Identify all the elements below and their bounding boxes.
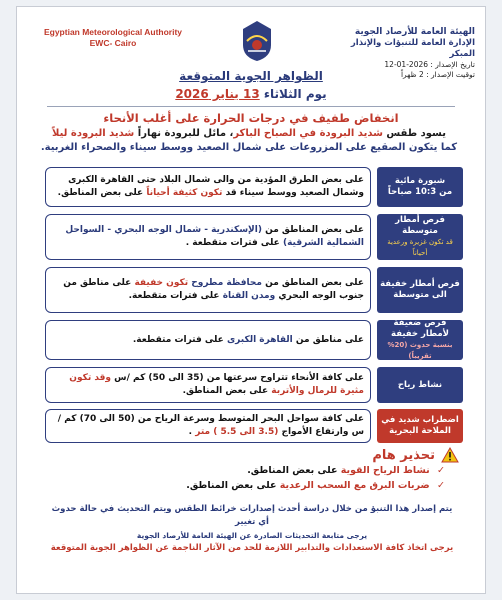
warning-header — [45, 447, 459, 463]
note-line: يرجى اتخاذ كافة الاستعدادات والتدابير اللازمة للحد من الآثار الناجمة عن الظواهر الجوية المتوقعة — [50, 543, 454, 553]
authority-name-ar: الهيئة العامة للأرصاد الجوية — [354, 27, 475, 37]
row-text-region: (الإسكندرية - شمال الوجه البحري - السواحل الشمالية الشرقية) — [65, 225, 364, 248]
row-label-text: فرص أمطار خفيفة — [380, 279, 460, 289]
row-label — [377, 367, 463, 403]
row-text-part: على بعض المناطق. — [182, 386, 269, 396]
row-label-text: شبورة مائية — [394, 176, 446, 186]
center-name-en: EWC- Cairo — [89, 38, 137, 48]
warning-item-text: على بعض المناطق. — [186, 480, 277, 491]
intro-highlight: شديد البرودة — [319, 128, 383, 139]
row-text-part: على بعض المناطق من — [265, 225, 364, 235]
footer-note — [45, 503, 459, 555]
row-label-text: فرص ضعيفة لأمطار خفيفة — [391, 318, 449, 339]
forecast-date — [17, 87, 485, 101]
row-label — [377, 267, 463, 313]
department-name-ar: الإدارة العامة للتنبؤات والإنذار المبكر — [350, 38, 475, 59]
warning-section — [45, 447, 459, 493]
row-text-part: على كافة الأنحاء تتراوح سرعتها من (35 الى 50) كم /س — [114, 373, 364, 383]
phenomenon-row — [45, 214, 463, 260]
row-text-highlight: تكون كثيفة أحياناً — [146, 188, 223, 198]
intro-text: ، مائل للبرودة نهاراً — [137, 128, 234, 139]
row-sublabel: الى متوسطة — [393, 290, 447, 300]
date-value: 13 يناير 2026 — [175, 87, 260, 101]
ema-logo-icon — [239, 19, 275, 63]
row-text-region: القاهرة الكبرى — [226, 334, 293, 345]
row-text — [45, 409, 371, 443]
date-prefix: يوم الثلاثاء — [263, 87, 327, 101]
note-line: يتم إصدار هذا التنبؤ من خلال دراسة أحدث إصدارات خرائط الطقس ويتم التحديث في حالة حدوث أي تغيير — [51, 504, 453, 527]
phenomenon-row — [45, 409, 463, 443]
english-header — [43, 27, 183, 49]
check-icon: ✓ — [437, 480, 445, 491]
warning-item-highlight: نشاط الرياح القوية — [340, 465, 430, 476]
intro-highlight: شديد البرودة ليلاً — [52, 128, 135, 139]
phenomenon-row — [45, 367, 463, 403]
note-line: يرجى متابعة التحديثات الصادرة عن الهيئة العامة للأرصاد الجوية — [136, 531, 368, 540]
page-title: الظواهر الجوية المتوقعة — [179, 69, 323, 83]
row-text-part: على بعض المناطق من — [265, 278, 364, 288]
row-sublabel: قد تكون غزيرة ورعدية أحياناً — [387, 238, 453, 257]
issue-time: توقيت الإصدار : 2 ظهراً — [400, 70, 475, 79]
row-label — [377, 409, 463, 443]
warning-title: تحذير هام — [372, 447, 435, 463]
intro-paragraph — [39, 127, 459, 155]
row-text-highlight: تكون خفيفة — [134, 278, 189, 288]
row-label-text: نشاط رياح — [397, 379, 443, 390]
row-sublabel: الملاحة البحرية — [389, 426, 451, 436]
row-text-region: محافظة مطروح — [191, 278, 262, 288]
row-text — [45, 167, 371, 207]
row-label-text: اضطراب شديد في — [381, 415, 459, 425]
intro-text: يسود طقس — [386, 128, 446, 139]
row-text-part: على مناطق من جنوب الوجه البحري — [63, 278, 364, 301]
warning-item — [45, 478, 445, 493]
warning-triangle-icon — [441, 447, 459, 463]
row-text — [45, 367, 371, 403]
row-text-part: على بعض الطرق المؤدية من والى شمال البلاد حتى القاهرة الكبرى وشمال الصعيد ووسط سيناء قد — [68, 175, 364, 198]
row-text-part: على كافة سواحل البحر المتوسط وسرعة الرياح من (50 الى 70) كم / س وارتفاع الأمواج — [57, 414, 364, 437]
headline: انخفاض طفيف في درجات الحرارة على أغلب الأنحاء — [103, 111, 399, 125]
row-text-part: على بعض المناطق. — [57, 188, 144, 198]
intro-frost-line: كما يتكون الصقيع على المزروعات على شمال الصعيد ووسط سيناء والصحراء الغربية. — [40, 142, 458, 153]
row-text-part: على فترات متقطعة. — [132, 334, 224, 345]
phenomenon-row — [45, 167, 463, 207]
row-text-region: ومدن القناة — [222, 291, 276, 301]
row-text — [45, 214, 371, 260]
issue-date: تاريخ الإصدار : 2026-01-12 — [384, 60, 475, 69]
bulletin-page — [16, 6, 486, 594]
row-text-part: . — [188, 427, 193, 437]
row-label — [377, 320, 463, 360]
check-icon: ✓ — [437, 465, 445, 476]
row-text-part: على مناطق من — [295, 334, 364, 345]
row-sublabel: بنسبة حدوث (20% تقريباً) — [387, 341, 453, 360]
row-text — [45, 267, 371, 313]
intro-highlight: في الصباح الباكر — [233, 128, 317, 139]
row-label — [377, 167, 463, 207]
warning-item-highlight: ضربات البرق مع السحب الرعدية — [279, 480, 430, 491]
authority-name-en: Egyptian Meteorological Authority — [43, 27, 183, 37]
phenomenon-row — [45, 320, 463, 360]
warning-item-text: على بعض المناطق. — [247, 465, 338, 476]
row-text-part: على فترات متقطعة. — [128, 291, 220, 301]
row-sublabel: من 10:3 صباحاً — [387, 187, 453, 197]
row-text-highlight: وقد تكون مثيرة للرمال والأتربة — [69, 373, 364, 396]
row-label-text: فرص أمطار متوسطة — [395, 215, 445, 236]
warning-item — [45, 463, 445, 478]
row-label — [377, 214, 463, 260]
row-text — [45, 320, 371, 360]
row-text-part: على فترات متقطعة . — [185, 238, 280, 248]
phenomenon-row — [45, 267, 463, 313]
row-text-highlight: (3.5 الى 5.5 ) متر — [195, 427, 279, 437]
divider — [47, 106, 455, 107]
